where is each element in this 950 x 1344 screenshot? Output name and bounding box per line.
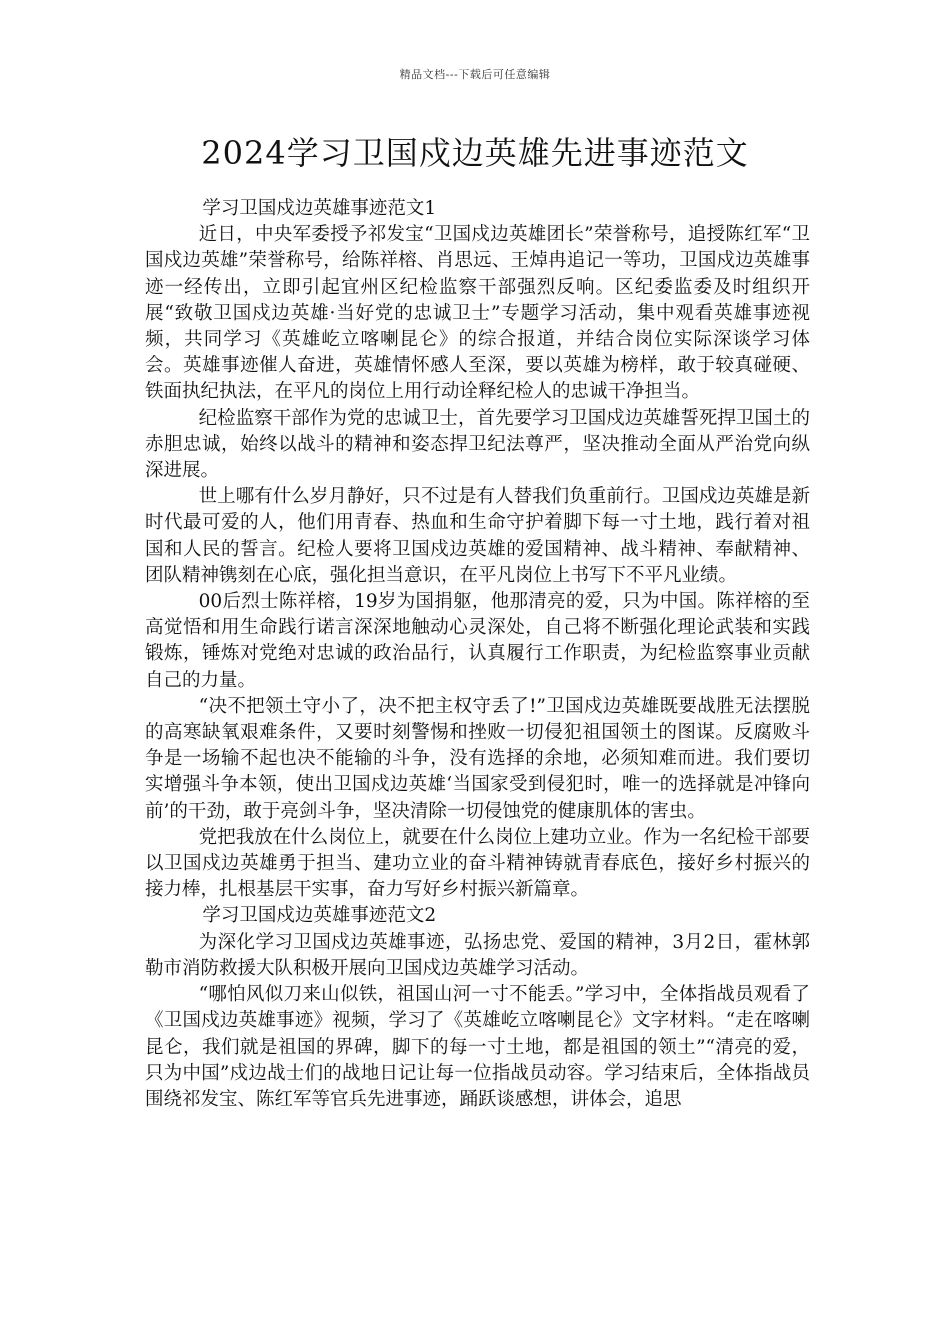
body-paragraph: 近日，中央军委授予祁发宝“卫国戍边英雄团长”荣誉称号，追授陈红军“卫国戍边英雄”荣誉称号，给陈祥榕、肖思远、王焯冉追记一等功，卫国戍边英雄事迹一经传出，立即引起宜州区纪检监察干部强烈反响。区纪委监委及时组织开展“致敬卫国戍边英雄·当好党的忠诚卫士”专题学习活动，集中观看英雄事迹视频，共同学习《英雄屹立喀喇昆仑》的综合报道，并结合岗位实际深谈学习体会。英雄事迹催人奋进，英雄情怀感人至深，要以英雄为榜样，敢于较真碰硬、铁面执纪执法，在平凡的岗位上用行动诠释纪检人的忠诚干净担当。 <box>145 224 810 403</box>
section-heading-2: 学习卫国戍边英雄事迹范文2 <box>202 905 437 927</box>
body-paragraph: 00后烈士陈祥榕，19岁为国捐躯，他那清亮的爱，只为中国。陈祥榕的至高觉悟和用生命践行诺言深深地触动心灵深处，自己将不断强化理论武装和实践锻炼，锤炼对党绝对忠诚的政治品行，认真履行工作职责，为纪检监察事业贡献自己的力量。 <box>145 591 810 691</box>
body-paragraph: 纪检监察干部作为党的忠诚卫士，首先要学习卫国戍边英雄誓死捍卫国土的赤胆忠诚，始终以战斗的精神和姿态捍卫纪法尊严，坚决推动全面从严治党向纵深进展。 <box>145 407 810 482</box>
body-paragraph: 为深化学习卫国戍边英雄事迹，弘扬忠党、爱国的精神，3月2日，霍林郭勒市消防救援大队积极开展向卫国戍边英雄学习活动。 <box>145 931 810 979</box>
document-body <box>145 196 810 1113</box>
section-heading-1: 学习卫国戍边英雄事迹范文1 <box>202 198 437 219</box>
body-paragraph: “哪怕风似刀来山似铁，祖国山河一寸不能丢。”学习中，全体指战员观看了《卫国戍边英雄事迹》视频，学习了《英雄屹立喀喇昆仑》文字材料。“走在喀喇昆仑，我们就是祖国的界碑，脚下的每一寸土地，都是祖国的领土”“清亮的爱，只为中国”戍边战士们的战地日记让每一位指战员动容。学习结束后，全体指战员围绕祁发宝、陈红军等官兵先进事迹，踊跃谈感想，讲体会，追思 <box>145 984 810 1110</box>
document-title: 2024学习卫国戍边英雄先进事迹范文 <box>201 134 749 172</box>
body-paragraph: 世上哪有什么岁月静好，只不过是有人替我们负重前行。卫国戍边英雄是新时代最可爱的人，他们用青春、热血和生命守护着脚下每一寸土地，践行着对祖国和人民的誓言。纪检人要将卫国戍边英雄的爱国精神、战斗精神、奉献精神、团队精神镌刻在心底，强化担当意识，在平凡岗位上书写下不平凡业绩。 <box>145 486 810 586</box>
body-paragraph: 党把我放在什么岗位上，就要在什么岗位上建功立业。作为一名纪检干部要以卫国戍边英雄勇于担当、建功立业的奋斗精神铸就青春底色，接好乡村振兴的接力棒，扎根基层干实事，奋力写好乡村振兴新篇章。 <box>145 826 810 901</box>
body-paragraph: “决不把领土守小了，决不把主权守丢了!”卫国戍边英雄既要战胜无法摆脱的高寒缺氧艰难条件，又要时刻警惕和挫败一切侵犯祖国领土的图谋。反腐败斗争是一场输不起也决不能输的斗争，没有选择的余地，必须知难而进。我们要切实增强斗争本领，使出卫国戍边英雄‘当国家受到侵犯时，唯一的选择就是冲锋向前’的干劲，敢于亮剑斗争，坚决清除一切侵蚀党的健康肌体的害虫。 <box>145 695 810 822</box>
document-header-note: 精品文档---下载后可任意编辑 <box>399 68 551 81</box>
